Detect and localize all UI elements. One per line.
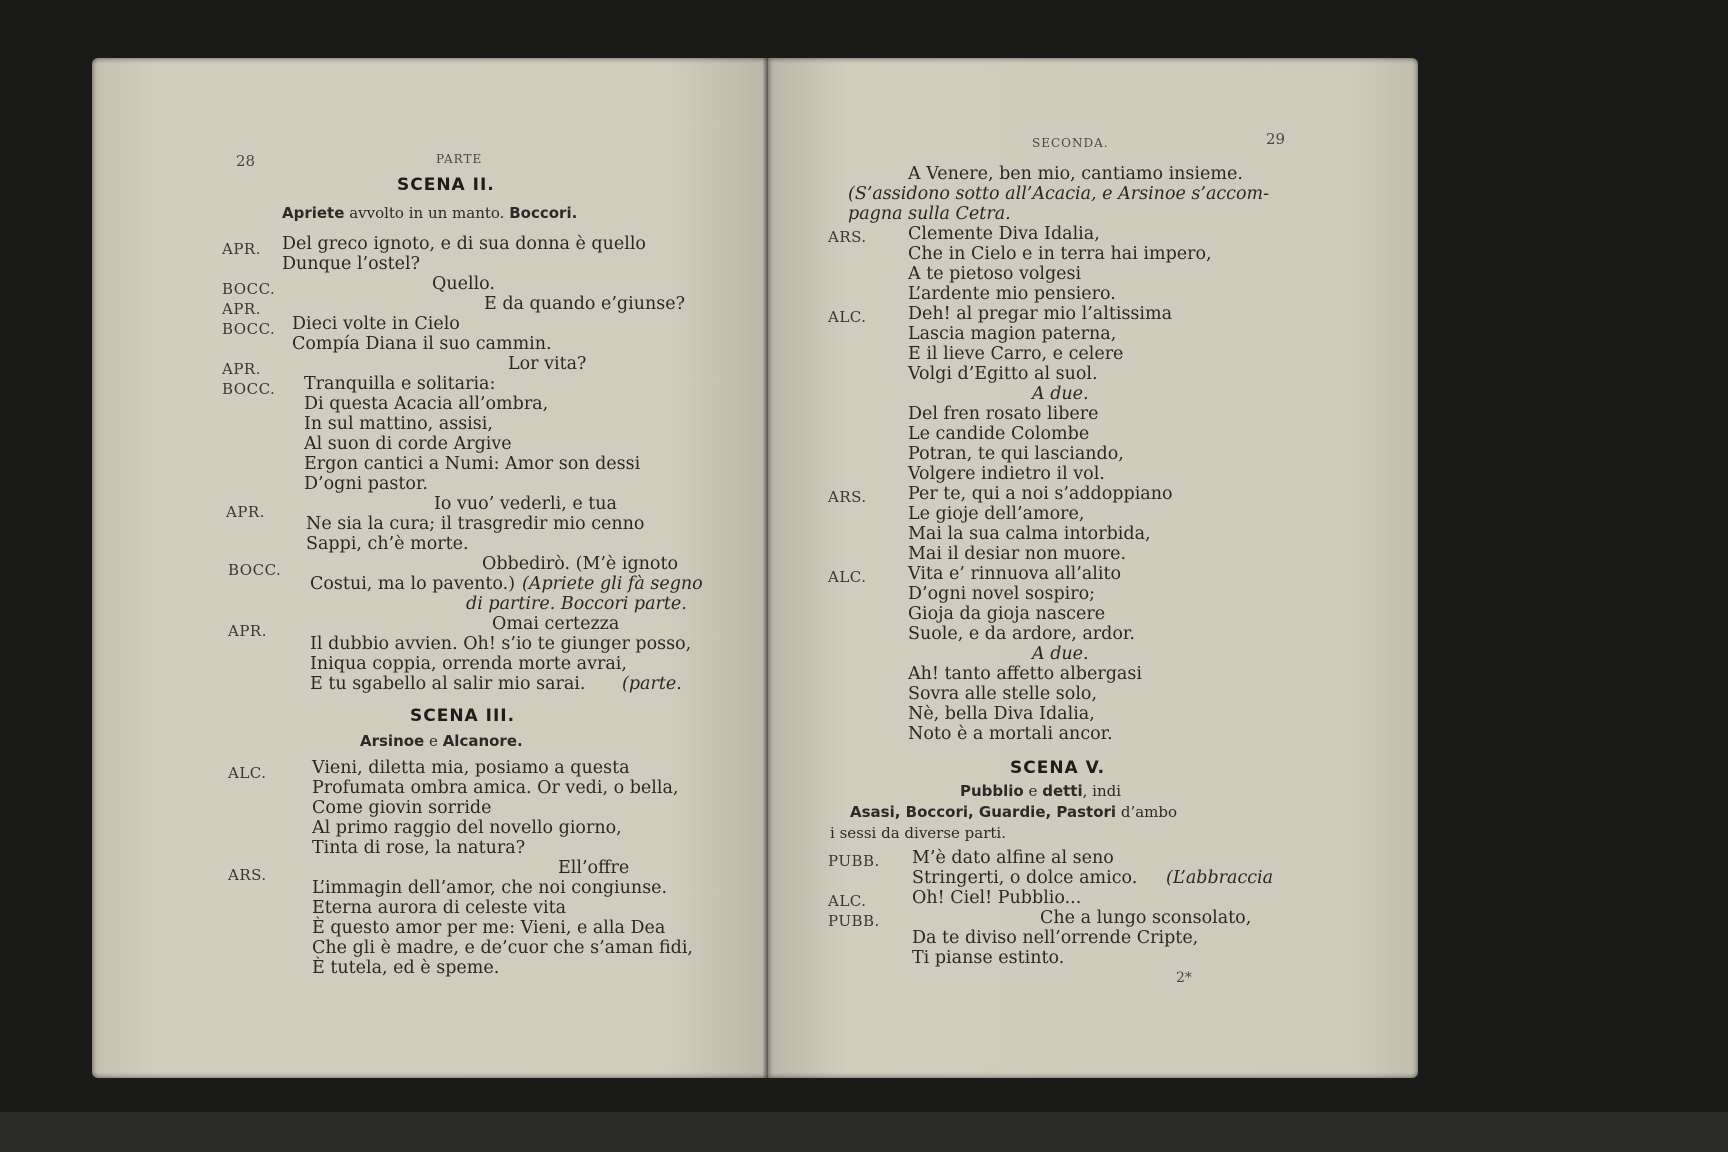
verse-line: Mai la sua calma intorbida, — [908, 524, 1151, 544]
verse-line: Oh! Ciel! Pubblio... — [912, 888, 1082, 908]
verse-line: Il dubbio avvien. Oh! s’io te giunger posso, — [310, 634, 692, 654]
cast-name: Arsinoe — [360, 732, 425, 750]
verse-line: Del greco ignoto, e di sua donna è quello — [282, 234, 646, 254]
cast-note: , indi — [1082, 782, 1122, 800]
speaker-label: APR. — [228, 622, 267, 640]
verse-line: Le gioje dell’amore, — [908, 504, 1085, 524]
verse-line: Io vuo’ vederli, e tua — [434, 494, 617, 514]
verse-line: Costui, ma lo pavento.) — [310, 574, 516, 594]
scene-heading: SCENA V. — [1010, 758, 1106, 778]
stage-direction: A due. — [1032, 644, 1089, 664]
verse-line: Potran, te qui lasciando, — [908, 444, 1124, 464]
stage-direction: (Apriete gli fà segno — [522, 574, 703, 594]
verse-line: Noto è a mortali ancor. — [908, 724, 1113, 744]
verse-line: Che a lungo sconsolato, — [1040, 908, 1252, 928]
verse-line: Lascia magion paterna, — [908, 324, 1117, 344]
speaker-label: APR. — [226, 503, 265, 521]
page-number: 29 — [1266, 130, 1286, 148]
verse-line: Dunque l’ostel? — [282, 254, 421, 274]
verse-line: E da quando e’giunse? — [484, 294, 685, 314]
cast-note: d’ambo — [1120, 803, 1178, 821]
verse-line: È tutela, ed è speme. — [312, 958, 500, 978]
cast-note: e — [429, 732, 438, 750]
speaker-label: BOCC. — [222, 380, 276, 398]
verse-line: Tinta di rose, la natura? — [312, 838, 526, 858]
verse-line: Le candide Colombe — [908, 424, 1090, 444]
speaker-label: ALC. — [828, 568, 867, 586]
verse-line: M’è dato alfine al seno — [912, 848, 1114, 868]
verse-line: Al suon di corde Argive — [304, 434, 512, 454]
cast-name: Alcanore. — [442, 732, 523, 750]
scene-heading: SCENA II. — [397, 175, 495, 195]
verse-line: Suole, e da ardore, ardor. — [908, 624, 1135, 644]
verse-line: Ah! tanto affetto albergasi — [908, 664, 1142, 684]
cast-note: e — [1028, 782, 1038, 800]
verse-line: Volgere indietro il vol. — [908, 464, 1105, 484]
stage-direction: A due. — [1032, 384, 1089, 404]
speaker-label: PUBB. — [828, 852, 880, 870]
speaker-label: APR. — [222, 360, 261, 378]
verse-line: Ti pianse estinto. — [912, 948, 1065, 968]
verse-line: Deh! al pregar mio l’altissima — [908, 304, 1173, 324]
background-strip — [0, 1112, 1728, 1152]
verse-line: Clemente Diva Idalia, — [908, 224, 1100, 244]
verse-line: Vita e’ rinnuova all’alito — [908, 564, 1122, 584]
verse-line: Lor vita? — [508, 354, 587, 374]
verse-line: Quello. — [432, 274, 495, 294]
stage-direction: (parte. — [622, 674, 682, 694]
cast-note: i sessi da diverse parti. — [830, 824, 1006, 842]
scene-cast — [282, 204, 577, 222]
verse-line: Iniqua coppia, orrenda morte avrai, — [310, 654, 627, 674]
verse-line: L’ardente mio pensiero. — [908, 284, 1116, 304]
verse-line: Ne sia la cura; il trasgredir mio cenno — [306, 514, 645, 534]
stage-direction: di partire. Boccori parte. — [466, 594, 687, 614]
cast-name: Apriete — [282, 204, 345, 222]
stage-direction: pagna sulla Cetra. — [848, 204, 1011, 224]
scene-cast — [360, 732, 523, 750]
running-head: SECONDA. — [1032, 136, 1109, 150]
verse-line: Di questa Acacia all’ombra, — [304, 394, 549, 414]
verse-line: Mai il desiar non muore. — [908, 544, 1127, 564]
verse-line: A te pietoso volgesi — [908, 264, 1082, 284]
stage-direction: (S’assidono sotto all’Acacia, e Arsinoe s’accom- — [848, 184, 1270, 204]
verse-line: L’immagin dell’amor, che noi congiunse. — [312, 878, 668, 898]
verse-line: Tranquilla e solitaria: — [304, 374, 496, 394]
verse-line: Sappi, ch’è morte. — [306, 534, 469, 554]
verse-line: Volgi d’Egitto al suol. — [908, 364, 1098, 384]
scene-cast — [830, 824, 1006, 842]
verse-line: D’ogni pastor. — [304, 474, 428, 494]
cast-name: detti — [1042, 782, 1083, 800]
scene-heading: SCENA III. — [410, 706, 516, 726]
verse-line: Omai certezza — [492, 614, 620, 634]
speaker-label: BOCC. — [222, 320, 276, 338]
verse-line: Che in Cielo e in terra hai impero, — [908, 244, 1212, 264]
verse-line: Al primo raggio del novello giorno, — [312, 818, 622, 838]
verse-line: A Venere, ben mio, cantiamo insieme. — [908, 164, 1243, 184]
left-page — [92, 58, 768, 1078]
verse-line: D’ogni novel sospiro; — [908, 584, 1096, 604]
verse-line: Ell’offre — [558, 858, 630, 878]
speaker-label: ALC. — [828, 308, 867, 326]
speaker-label: ARS. — [828, 488, 867, 506]
verse-line: Vieni, diletta mia, posiamo a questa — [312, 758, 630, 778]
verse-line: Come giovin sorride — [312, 798, 492, 818]
verse-line: Stringerti, o dolce amico. — [912, 868, 1138, 888]
verse-line: Nè, bella Diva Idalia, — [908, 704, 1095, 724]
verse-line: E tu sgabello al salir mio sarai. — [310, 674, 586, 694]
speaker-label: ARS. — [828, 228, 867, 246]
speaker-label: BOCC. — [228, 561, 282, 579]
verse-line: Da te diviso nell’orrende Cripte, — [912, 928, 1199, 948]
cast-note: avvolto in un manto. — [349, 204, 505, 222]
scene-cast — [960, 782, 1121, 800]
speaker-label: PUBB. — [828, 912, 880, 930]
speaker-label: ALC. — [228, 764, 267, 782]
signature-mark: 2* — [1176, 970, 1192, 986]
scene-cast — [850, 803, 1177, 821]
speaker-label: APR. — [222, 300, 261, 318]
verse-line: Per te, qui a noi s’addoppiano — [908, 484, 1173, 504]
verse-line: Obbedirò. (M’è ignoto — [482, 554, 679, 574]
running-head: PARTE — [436, 152, 483, 166]
verse-line: Dieci volte in Cielo — [292, 314, 460, 334]
cast-name: Pubblio — [960, 782, 1024, 800]
verse-line: Del fren rosato libere — [908, 404, 1099, 424]
cast-name: Boccori. — [509, 204, 578, 222]
verse-line: E il lieve Carro, e celere — [908, 344, 1124, 364]
verse-line: Compía Diana il suo cammin. — [292, 334, 552, 354]
verse-line: È questo amor per me: Vieni, e alla Dea — [312, 918, 666, 938]
speaker-label: ALC. — [828, 892, 867, 910]
verse-line: Eterna aurora di celeste vita — [312, 898, 567, 918]
verse-line: Che gli è madre, e de’cuor che s’aman fidi, — [312, 938, 693, 958]
speaker-label: BOCC. — [222, 280, 276, 298]
verse-line: Ergon cantici a Numi: Amor son dessi — [304, 454, 641, 474]
verse-line: Sovra alle stelle solo, — [908, 684, 1098, 704]
page-number: 28 — [236, 152, 256, 170]
cast-name: Asasi, Boccori, Guardie, Pastori — [850, 803, 1117, 821]
verse-line: Gioja da gioja nascere — [908, 604, 1106, 624]
speaker-label: ARS. — [228, 866, 267, 884]
stage-direction: (L’abbraccia — [1166, 868, 1274, 888]
right-page — [768, 58, 1418, 1078]
verse-line: In sul mattino, assisi, — [304, 414, 493, 434]
speaker-label: APR. — [222, 240, 261, 258]
verse-line: Profumata ombra amica. Or vedi, o bella, — [312, 778, 679, 798]
